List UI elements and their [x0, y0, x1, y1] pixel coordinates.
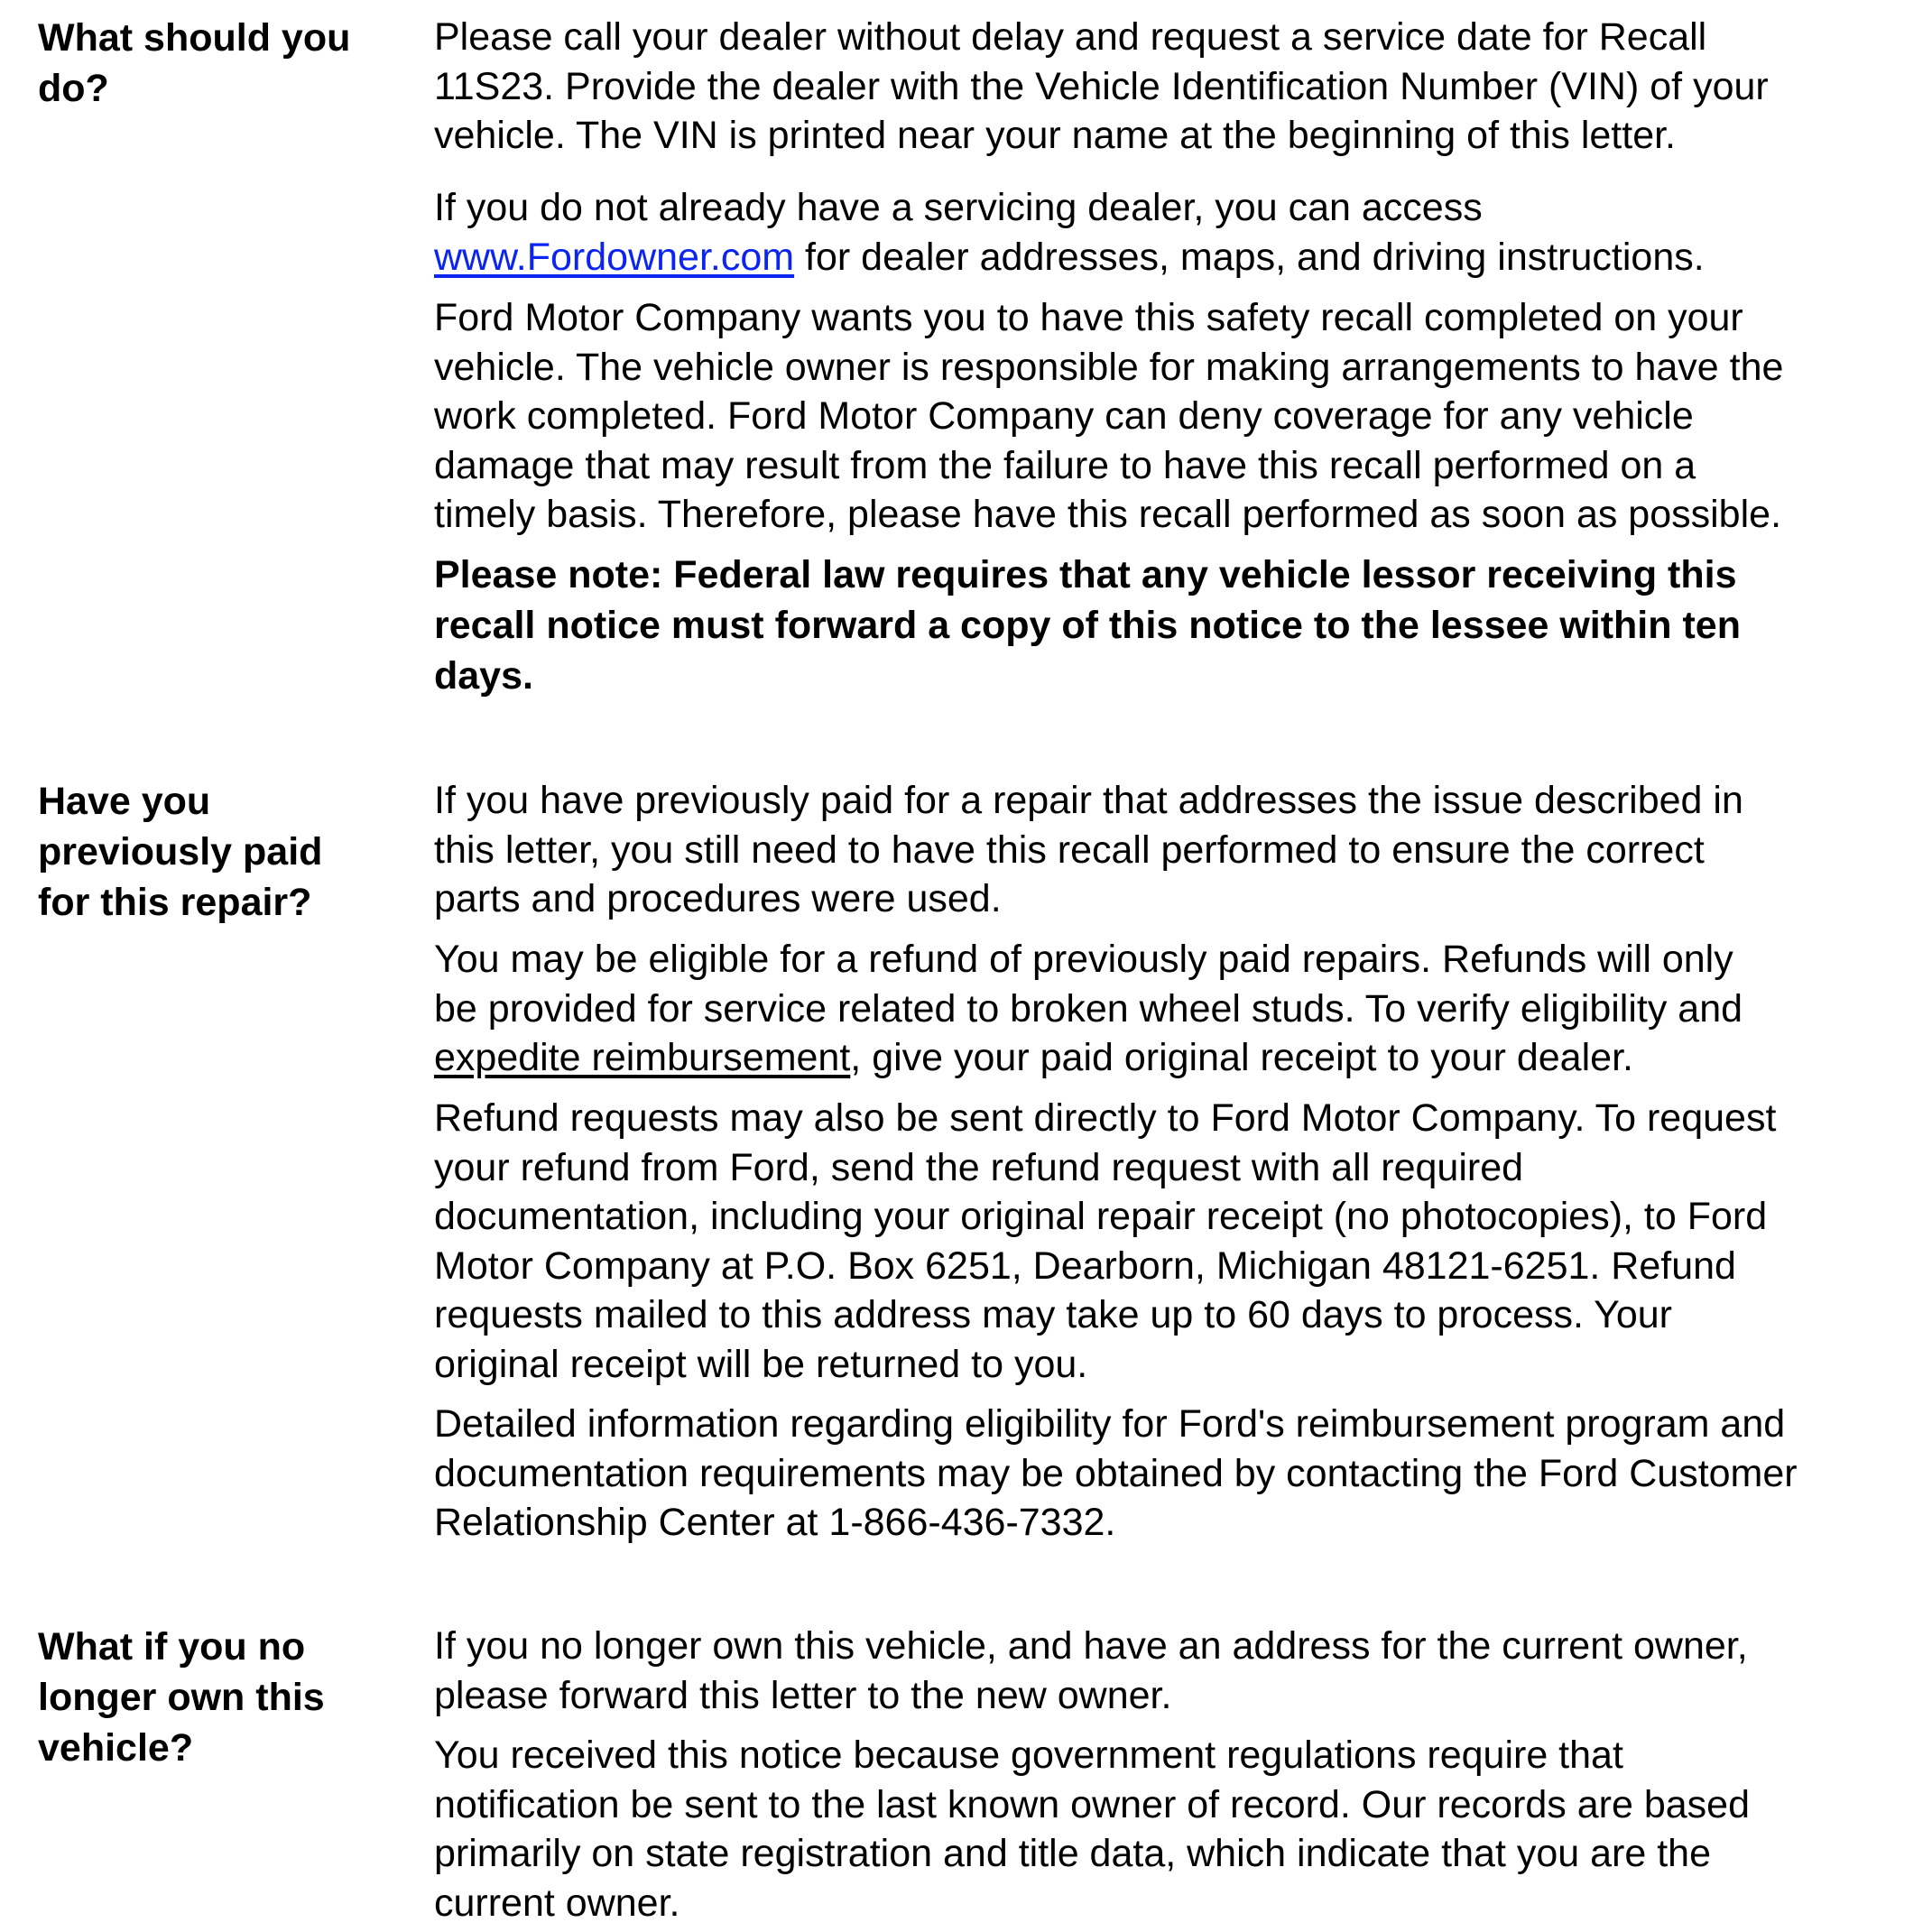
section-heading — [38, 776, 399, 928]
text-fragment: for dealer addresses, maps, and driving instructions. — [794, 235, 1705, 279]
text-line: Ford Motor Company wants you to have this safety recall completed on your — [434, 296, 1743, 339]
text-line: primarily on state registration and title data, which indicate that you are the — [434, 1832, 1711, 1875]
text-line: parts and procedures were used. — [434, 877, 1002, 920]
text-line: work completed. Ford Motor Company can deny coverage for any vehicle — [434, 394, 1694, 438]
text-line: please forward this letter to the new owner. — [434, 1673, 1172, 1717]
paragraph-servicing-dealer — [434, 183, 1705, 282]
text-line: damage that may result from the failure to have this recall performed on a — [434, 443, 1696, 487]
text-line: If you have previously paid for a repair that addresses the issue described in — [434, 779, 1743, 822]
text-line: recall notice must forward a copy of this notice to the lessee within ten — [434, 604, 1741, 647]
text-line: Please note: Federal law requires that any vehicle lessor receiving this — [434, 553, 1737, 596]
text-line — [434, 233, 1705, 282]
text-line: You received this notice because government regulations require that — [434, 1733, 1623, 1777]
paragraph-refund-eligibility — [434, 935, 1742, 1083]
section-heading — [38, 13, 390, 114]
text-line: Refund requests may also be sent directly to Ford Motor Company. To request — [434, 1096, 1777, 1140]
text-line: 11S23. Provide the dealer with the Vehicle Identification Number (VIN) of your — [434, 64, 1769, 108]
paragraph-forward-letter — [434, 1622, 1748, 1720]
heading-line: previously paid — [38, 830, 323, 874]
text-line: notification be sent to the last known owner of record. Our records are based — [434, 1782, 1751, 1826]
text-line: be provided for service related to broken wheel studs. To verify eligibility and — [434, 986, 1743, 1031]
text-fragment: , give your paid original receipt to your dealer. — [850, 1036, 1633, 1079]
paragraph-previous-repair — [434, 776, 1743, 924]
text-line: If you do not already have a servicing dealer, you can access — [434, 186, 1483, 229]
text-line: current owner. — [434, 1881, 680, 1925]
section-heading — [38, 1622, 399, 1773]
text-line: Relationship Center at 1-866-436-7332. — [434, 1501, 1116, 1544]
text-line: If you no longer own this vehicle, and have an address for the current owner, — [434, 1624, 1748, 1668]
text-line: documentation requirements may be obtained by contacting the Ford Customer — [434, 1451, 1798, 1495]
paragraph-safety-recall — [434, 293, 1783, 540]
heading-line: Have you — [38, 780, 211, 823]
paragraph-call-dealer — [434, 13, 1769, 161]
heading-line: longer own this — [38, 1676, 325, 1719]
paragraph-please-note — [434, 550, 1741, 701]
paragraph-government-regulations — [434, 1731, 1750, 1927]
fordowner-link[interactable]: www.Fordowner.com — [434, 235, 795, 279]
text-line: Please call your dealer without delay and request a service date for Recall — [434, 15, 1707, 59]
text-line: vehicle. The vehicle owner is responsible for making arrangements to have the — [434, 345, 1784, 389]
text-line: You may be eligible for a refund of previously paid repairs. Refunds will only — [434, 938, 1733, 981]
heading-line: vehicle? — [38, 1726, 194, 1770]
expedite-reimbursement-underlined: expedite reimbursement — [434, 1036, 851, 1079]
text-line: this letter, you still need to have this recall performed to ensure the correct — [434, 827, 1705, 872]
text-line: days. — [434, 654, 533, 698]
text-line: vehicle. The VIN is printed near your name at the beginning of this letter. — [434, 114, 1676, 157]
heading-line: What if you no — [38, 1625, 306, 1669]
text-line: Detailed information regarding eligibility for Ford's reimbursement program and — [434, 1402, 1786, 1446]
paragraph-refund-requests — [434, 1094, 1776, 1389]
paragraph-detailed-information — [434, 1400, 1798, 1548]
text-line: documentation, including your original repair receipt (no photocopies), to Ford — [434, 1195, 1768, 1238]
text-line: requests mailed to this address may take up to 60 days to process. Your — [434, 1293, 1672, 1336]
heading-text: What should you do? — [38, 16, 351, 110]
text-line: Motor Company at P.O. Box 6251, Dearborn, Michigan 48121-6251. Refund — [434, 1243, 1736, 1288]
text-line: your refund from Ford, send the refund request with all required — [434, 1145, 1524, 1189]
text-line — [434, 1033, 1742, 1083]
text-line: original receipt will be returned to you. — [434, 1342, 1088, 1386]
heading-line: for this repair? — [38, 881, 312, 924]
text-line: timely basis. Therefore, please have this recall performed as soon as possible. — [434, 493, 1782, 536]
